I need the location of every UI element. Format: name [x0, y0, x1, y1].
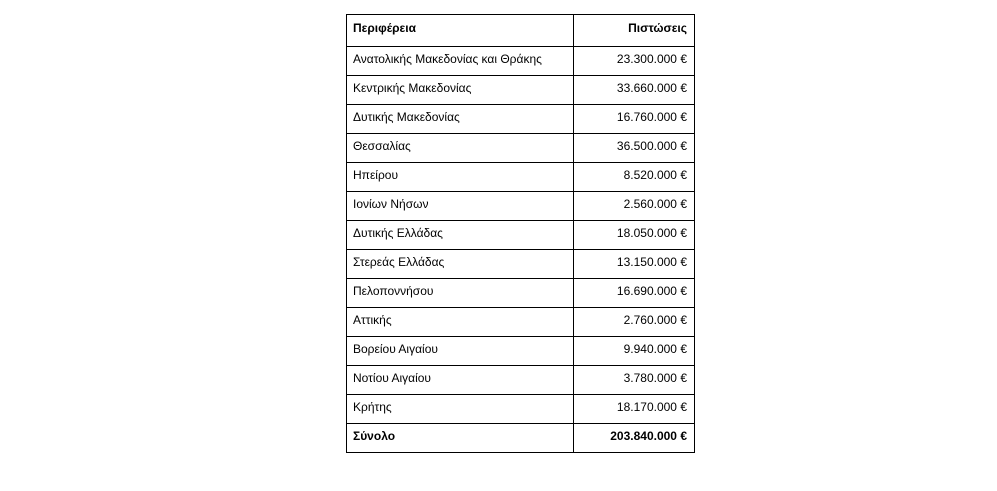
credits-cell: 9.940.000 € — [574, 337, 695, 366]
credits-cell: 16.760.000 € — [574, 105, 695, 134]
region-cell: Βορείου Αιγαίου — [347, 337, 574, 366]
credits-cell: 13.150.000 € — [574, 250, 695, 279]
region-cell: Δυτικής Μακεδονίας — [347, 105, 574, 134]
credits-cell: 8.520.000 € — [574, 163, 695, 192]
region-cell: Δυτικής Ελλάδας — [347, 221, 574, 250]
region-cell: Πελοποννήσου — [347, 279, 574, 308]
table-row — [347, 163, 695, 192]
credits-cell: 18.050.000 € — [574, 221, 695, 250]
region-cell: Κεντρικής Μακεδονίας — [347, 76, 574, 105]
total-credits: 203.840.000 € — [574, 424, 695, 453]
table-row — [347, 250, 695, 279]
credits-cell: 18.170.000 € — [574, 395, 695, 424]
region-cell: Στερεάς Ελλάδας — [347, 250, 574, 279]
header-region: Περιφέρεια — [347, 15, 574, 47]
region-cell: Ιονίων Νήσων — [347, 192, 574, 221]
credits-cell: 23.300.000 € — [574, 47, 695, 76]
table-total-row — [347, 424, 695, 453]
table-row — [347, 308, 695, 337]
table-row — [347, 366, 695, 395]
table-row — [347, 105, 695, 134]
table-row — [347, 134, 695, 163]
credits-cell: 3.780.000 € — [574, 366, 695, 395]
credits-cell: 16.690.000 € — [574, 279, 695, 308]
credits-cell: 2.560.000 € — [574, 192, 695, 221]
table-row — [347, 279, 695, 308]
region-cell: Ηπείρου — [347, 163, 574, 192]
credits-cell: 36.500.000 € — [574, 134, 695, 163]
header-credits: Πιστώσεις — [574, 15, 695, 47]
table-row — [347, 192, 695, 221]
table-row — [347, 337, 695, 366]
credits-cell: 2.760.000 € — [574, 308, 695, 337]
region-cell: Κρήτης — [347, 395, 574, 424]
table-row — [347, 76, 695, 105]
total-label: Σύνολο — [347, 424, 574, 453]
region-cell: Θεσσαλίας — [347, 134, 574, 163]
table-row — [347, 47, 695, 76]
region-cell: Νοτίου Αιγαίου — [347, 366, 574, 395]
region-cell: Αττικής — [347, 308, 574, 337]
table-header-row — [347, 15, 695, 47]
table-row — [347, 221, 695, 250]
credits-table — [346, 14, 695, 453]
credits-cell: 33.660.000 € — [574, 76, 695, 105]
table-row — [347, 395, 695, 424]
region-cell: Ανατολικής Μακεδονίας και Θράκης — [347, 47, 574, 76]
